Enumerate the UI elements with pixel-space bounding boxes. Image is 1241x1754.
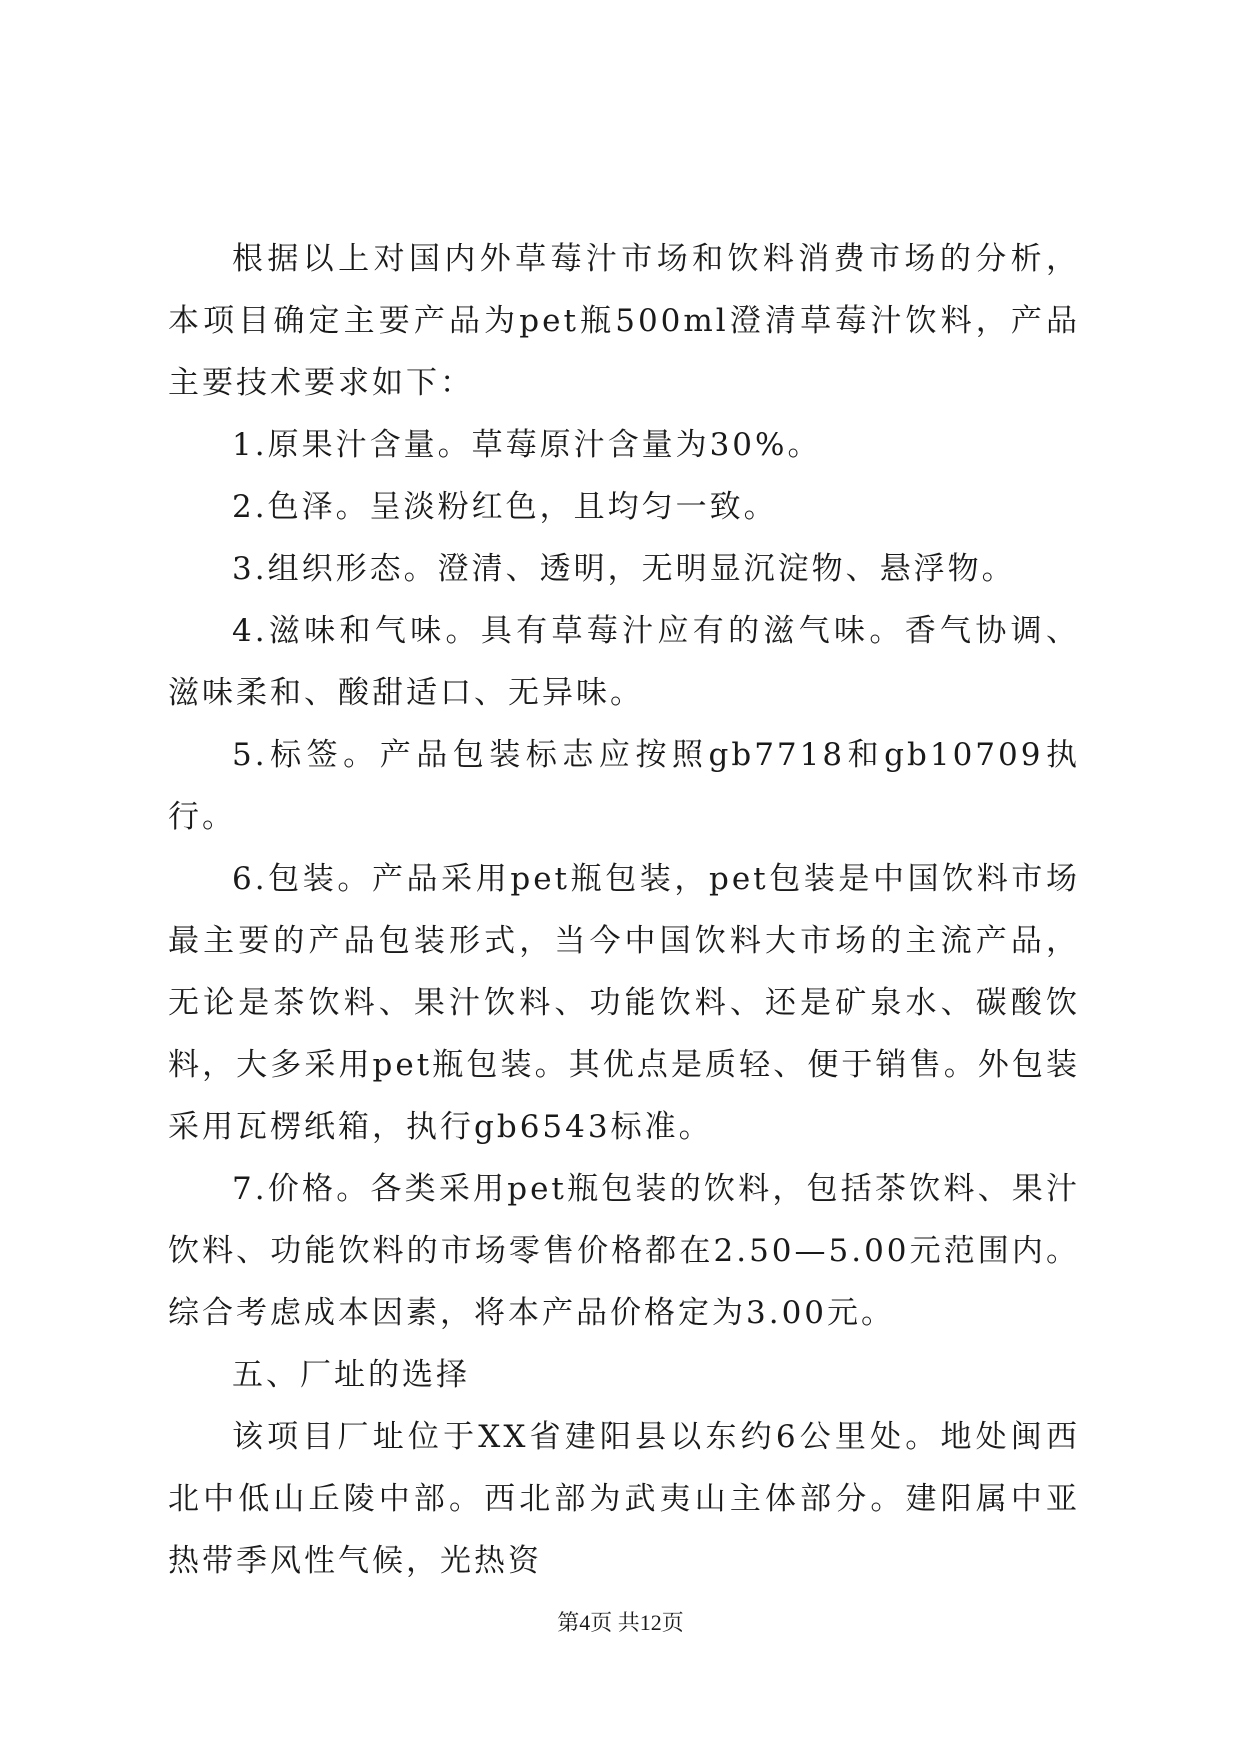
paragraph-label: 5.标签。产品包装标志应按照gb7718和gb10709执行。 [168, 737, 1080, 835]
paragraph-packaging: 6.包装。产品采用pet瓶包装，pet包装是中国饮料市场最主要的产品包装形式，当今中国饮料大市场的主流产品，无论是茶饮料、果汁饮料、功能饮料、还是矿泉水、碳酸饮料，大多采用pet瓶包装。其优点是质轻、便于销售。外包装采用瓦楞纸箱，执行gb6543标准。 [168, 861, 1080, 1145]
paragraph-site: 该项目厂址位于XX省建阳县以东约6公里处。地处闽西北中低山丘陵中部。西北部为武夷山主体部分。建阳属中亚热带季风性气候，光热资 [168, 1419, 1080, 1579]
document-body [168, 228, 1080, 1592]
section-heading: 五、厂址的选择 [232, 1357, 470, 1393]
paragraph-taste: 4.滋味和气味。具有草莓汁应有的滋气味。香气协调、滋味柔和、酸甜适口、无异味。 [168, 613, 1080, 711]
paragraph-price: 7.价格。各类采用pet瓶包装的饮料，包括茶饮料、果汁饮料、功能饮料的市场零售价格都在2.50—5.00元范围内。综合考虑成本因素，将本产品价格定为3.00元。 [168, 1171, 1080, 1331]
paragraph-juice-content: 1.原果汁含量。草莓原汁含量为30%。 [232, 427, 822, 463]
paragraph-intro: 根据以上对国内外草莓汁市场和饮料消费市场的分析，本项目确定主要产品为pet瓶500ml澄清草莓汁饮料，产品主要技术要求如下： [168, 241, 1080, 401]
paragraph-color: 2.色泽。呈淡粉红色，且均匀一致。 [232, 489, 778, 525]
page-footer: 第4页 共12页 [557, 1610, 684, 1635]
paragraph-texture: 3.组织形态。澄清、透明，无明显沉淀物、悬浮物。 [232, 551, 1016, 587]
